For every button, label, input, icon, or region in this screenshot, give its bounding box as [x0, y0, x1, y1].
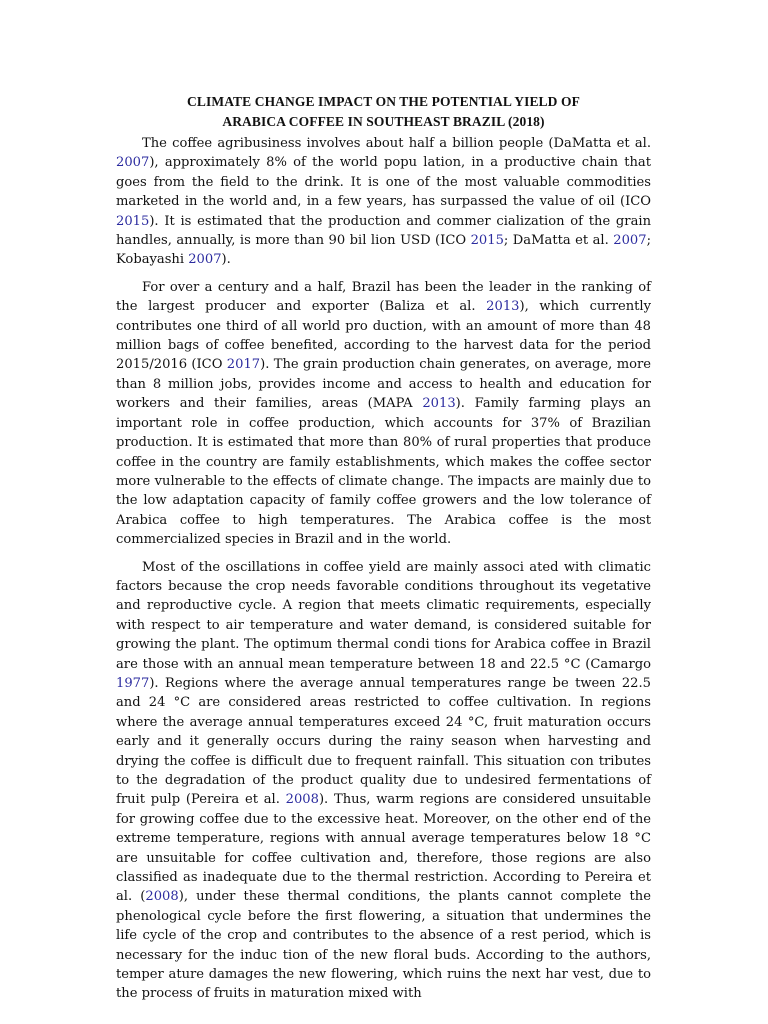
paragraph-text: ). Thus, warm regions are considered unsuitable for growing coffee due to the excessive heat. Moreover, on the other end of the extreme temperature, regions with annual average temperatures below 18 °C are unsuitable for coffee cultivation and, therefore, those regions are also classified as inadequate due to the thermal restriction. According to Pereira et al. ( [116, 792, 651, 905]
paragraph-text: For over a century and a half, Brazil has been the leader in the ranking of the largest producer and exporter (Baliza et al. [116, 279, 651, 315]
citation-link[interactable]: 2013 [486, 299, 520, 315]
paragraph-text: ), approximately 8% of the world popu lation, in a productive chain that goes from the field to the drink. It is one of the most valuable commodities marketed in the world and, in a few years, has surpassed the value of oil (ICO [116, 155, 651, 210]
citation-link[interactable]: 2015 [470, 233, 504, 249]
paragraph-text: ), which currently contributes one third of all world pro duction, with an amount of more than 48 million bags of coffee benefited, according to the harvest data for the period 2015/2016 (ICO [116, 299, 651, 373]
article-body [116, 92, 651, 1012]
paragraph-text: The coffee agribusiness involves about half a billion people (DaMatta et al. [142, 136, 651, 151]
citation-link[interactable]: 2007 [613, 233, 647, 249]
title-line-1: CLIMATE CHANGE IMPACT ON THE POTENTIAL YIELD OF [187, 94, 580, 109]
paragraph [116, 278, 651, 550]
paragraph [116, 558, 651, 1004]
paragraph-text: ), under these thermal conditions, the plants cannot complete the phenological cycle before the first flowering, a situation that undermines the life cycle of the crop and contributes to the absence of a rest period, which is necessary for the induc tion of the new floral buds. According to the authors, temper ature damages the new flowering, which ruins the next har vest, due to the process of fruits in maturation mixed with [116, 889, 651, 1002]
citation-link[interactable]: 2007 [188, 252, 222, 268]
paragraph-text: ). Family farming plays an important role in coffee production, which accounts for 37% of Brazilian production. It is estimated that more than 80% of rural properties that produce coffee in the country are family establishments, which makes the coffee sector more vulnerable to the effects of climate change. The impacts are mainly due to the low adaptation capacity of family coffee growers and the low tolerance of Arabica coffee to high temperatures. The Arabica coffee is the most commercialized species in Brazil and in the world. [116, 396, 651, 548]
paragraph-text: Most of the oscillations in coffee yield are mainly associ ated with climatic factors because the crop needs favorable conditions throughout its vegetative and reproductive cycle. A region that meets climatic requirements, especially with respect to air temperature and water demand, is considered suitable for growing the plant. The optimum thermal condi tions for Arabica coffee in Brazil are those with an annual mean temperature between 18 and 22.5 °C (Camargo [116, 559, 651, 672]
paragraph-text: ; Kobayashi [116, 233, 651, 268]
paragraphs [116, 134, 651, 1004]
article-title [116, 92, 651, 132]
citation-link[interactable]: 1977 [116, 675, 150, 691]
citation-link[interactable]: 2008 [285, 792, 319, 808]
citation-link[interactable]: 2007 [116, 155, 150, 171]
citation-link[interactable]: 2015 [116, 213, 150, 229]
paragraph [116, 134, 651, 270]
citation-link[interactable]: 2008 [145, 889, 179, 905]
paragraph-text: ). Regions where the average annual temperatures range be tween 22.5 and 24 °C are considered areas restricted to coffee cultivation. In regions where the average annual temperatures exceed 24 °C, fruit maturation occurs early and it generally occurs during the rainy season when harvesting and drying the coffee is difficult due to frequent rainfall. This situation con tributes to the degradation of the product quality due to undesired fermentations of fruit pulp (Pereira et al. [116, 675, 651, 808]
title-line-2: ARABICA COFFEE IN SOUTHEAST BRAZIL (2018) [222, 114, 545, 129]
paragraph-text: ). It is estimated that the production and commer cialization of the grain handles, annually, is more than 90 bil lion USD (ICO [116, 213, 651, 249]
citation-link[interactable]: 2017 [226, 357, 261, 373]
paragraph-text: ). [221, 252, 231, 268]
paragraph-text: ; DaMatta et al. [503, 233, 614, 249]
paragraph-text: ). The grain production chain generates, on average, more than 8 million jobs, provides income and access to health and education for workers and their families, areas (MAPA [116, 357, 651, 412]
citation-link[interactable]: 2013 [422, 396, 456, 412]
